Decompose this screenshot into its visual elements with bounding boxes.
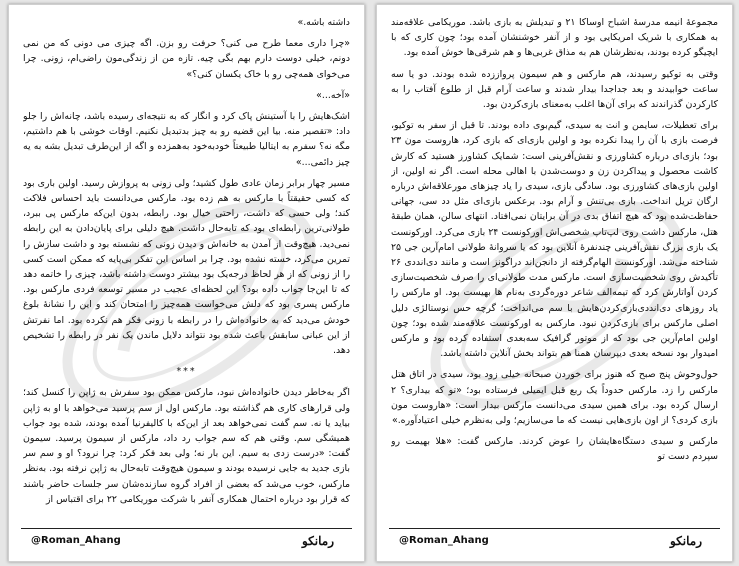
paragraph: مجموعهٔ انیمه مدرسهٔ اشباح اوساکا ۲۱ و تبدیلش به بازی باشد. موریکامی علاقه‌مند به همکاری با شریک امریکایی بود و از آنفر خوشنشان آمده بود؛ چون کاری که با ایچیگو کرده بودند، به‌نظرشان هم به مذاق غربی‌ها و هم شرقی‌ها خوش آمده بود. [391,17,718,59]
paragraph: «چرا داری معما طرح می کنی؟ حرفت رو بزن. اگه چیزی می دونی که من نمی دونم، خیلی دوست دارم بهم بگی چیه. تازه من از زندگی‌مون راضی‌ام، زونی. چرا می‌خوای همه‌چی رو با خاک یکسان کنی؟» [23,38,350,80]
paragraph: اشک‌هایش را با آستینش پاک کرد و انگار که به نتیجه‌ای رسیده باشد، چانه‌اش را جلو داد: «تقصیر منه. بیا این قضیه رو به چیز بدتبدیل نکنیم. اوقات خوشی با هم داشتیم، مگه نه؟ سفرم به ایتالیا طبیعتاً خودبه‌خود به‌همزده و اگه از این‌طرف تبدیل بشه به یه چیز دائمی...» [23,111,350,168]
paragraph: برای تعطیلات، سایمن و انت به سیدی، گیم‌بوی داده بودند. تا قبل از سفر به توکیو، فرصت بازی با آن را پیدا نکرده بود و اولین بازی‌ای که بازی کرد، هاروست مون ۲۳ بود؛ بازی‌ای درباره کشاورزی و نقش‌آفرینی است: شمایک کشاورز هستید که کارش کاشت محصول و پیداکردن زن و دوست‌شدن با اهالی محله است. اگر نه اولین، از اولین بازی‌های کشاورزی بود. سادگی بازی، سیدی را یاد چیزهای مورعلاقه‌اش درباره ارگان تریل انداخت. بازی بی‌تنش و آرام بود. برعکس بازی‌ای مثل دد سی، جهانی حفاظت‌شده بود که هیچ اتفاق بدی در آن برایتان نمی‌افتاد. انتهای سالن، همان طبقهٔ هتل، مارکس داشت روی لپ‌تاپ شخصی‌اش اورکونست ۲۴ بازی می‌کرد. اورکونست یک بازی بزرگ نقش‌آفرینی چندنفرهٔ آنلاین بود که یا سروانهٔ طولانی امام‌آرین جی ۲۵ شناخته می‌شد. اورکونست الهام‌گرفته از دانجن‌اند دراگونز است و مانند دی‌اند‌دی ۲۶ تأکیدش روی شخصیت‌سازی است. مارکس مدت طولانی‌ای را صرف شخصیت‌سازی کردن آواتارش کرد که تیمه‌الف شاعر دوره‌گردی به‌نام ها بهیست بود. او مارکس را یاد روزهای دی‌اند‌دی‌بازی‌کردن‌هایش با سم می‌انداخت؛ گرچه حس نوستالژی دلیل اصلی مارکس برای بازی‌کردن نبود. مارکس به اورکونست علاقه‌مند شده بود؛ چون اولین امام‌آرین جی بود که از موتور گرافیک سه‌بعدی استفاده کرده بود و مارکس امیدوار بود نسخه بعدی دیپرسان همنا هم بتواند بخش آنلاین داشته باشد. [391,120,718,360]
left-page [8,4,365,562]
footer-brand-logo: رمانکو [669,534,702,548]
footer-channel-handle: @Roman_Ahang [31,535,121,546]
right-page [376,4,733,562]
paragraph: مسیر چهار برابر زمان عادی طول کشید؛ ولی زونی به پروازش رسید. اولین باری بود که کسی حقیقتاً با مارکس به هم زده بود. مارکس می‌دانست باید احساس فلاکت کند؛ ولی حسی که داشت، راحتی خیال بود. رابطه، بدون این‌که مارکس پی ببرد، طولانی‌ترین رابطه‌ای بود که تابه‌حال داشت. هیچ دلیلی برای پایان‌دادن به این رابطه نمی‌دید. هیچ‌وقت از آمدن به خانه‌اش و دیدن زونی که نشسته بود و داشت سازش را تمرین می‌کرد، خسته نشده بود. چرا بر اساس این تفکر بی‌پایه که ممکن است کسی را از زونی که از هر لحاظ درجه‌یک بود بیشتر دوست داشته باشد، چیزی را خاتمه دهد که تا این‌جا جواب داده بود؟ این لحظه‌ای عجیب در مسیر توسعه فردی مارکس بود. مارکس پسری بود که دلش می‌خواست همه‌چیز را امتحان کند و این را نشانهٔ بلوغ خودش می‌دید که به خانواده‌اش را در رابطه با زونی فکر هم نکرده بود. اما نفرتش از این عبانی سابقش باعث شده بود نتواند دلایل ماندن یک نفر در رابطه را تشخیص دهد. [23,177,350,357]
page-body-text [23,15,350,523]
section-separator: *** [176,366,197,378]
page-footer [21,528,352,555]
page-footer [389,528,720,555]
paragraph: «آخه...» [316,89,350,101]
page-body-text [391,15,718,523]
paragraph: مارکس و سیدی دستگاه‌هایشان را عوض کردند. مارکس گفت: «هلا بهیمت رو سپردم دست تو [391,436,718,463]
footer-brand-logo: رمانکو [301,534,334,548]
paragraph: وقتی به توکیو رسیدند، هم مارکس و هم سیمون پرواززده شده بودند. دو یا سه ساعت خوابیدند و بعد جداجدا بیدار شدند و ساعت آرام قبل از طلوع آفتاب را به کارکردن گذراندند که برای آن‌ها اغلب به‌معنای بازی‌کردن بود. [391,68,718,111]
paragraph: حول‌وحوش پنج صبح که هنوز برای خوردن صبحانه خیلی زود بود، سیدی در اتاق هتل مارکس را زد. مارکس حدوداً یک ربع قبل ایمیلی فرستاده بود؛ «تو که بیداری؟ ۲ ارسال کرده بود. برای همین سیدی می‌دانست مارکس بیدار است: «هاروست مون بازی کردی؟ از اون بازی‌هایی نیست که ما می‌سازیم؛ ولی به‌نظرم خیلی اعتیادآوره.» [391,369,718,427]
footer-channel-handle: @Roman_Ahang [399,535,489,546]
paragraph: داشته باشه.» [297,17,350,28]
paragraph: اگر به‌خاطر دیدن خانواده‌اش نبود، مارکس ممکن بود سفرش به ژاپن را کنسل کند؛ ولی قرارهای کاری هم گذاشته بود. مارکس اول از سم پرسید می‌خواهد با او به ژاپن بیاید یا نه. سم گفت نمی‌خواهد بعد از این‌که با کالیفرنیا آمده بودند، شده بود جواب همیشگی سم. وقتی هم که سم جواب رد داد، مارکس از سیمون پرسید. سیمون گفت: «درست زدی به سیم. این بار نه؛ ولی بعد فکر کرد: چرا نرود؟ او و سم سر بازی جدید به جایی نرسیده بودند و سیمون هیچ‌وقت تابه‌حال به ژاپن نرفته بود. به‌نظر مارکس، خوب می‌شد که بعضی از افراد گروه سازنده‌شان سر جلسات حاضر باشند که قرار بود درباره احتمال همکاری آنفر با شرکت موریکامی ۲۲ برای اقتباس از [23,387,350,505]
